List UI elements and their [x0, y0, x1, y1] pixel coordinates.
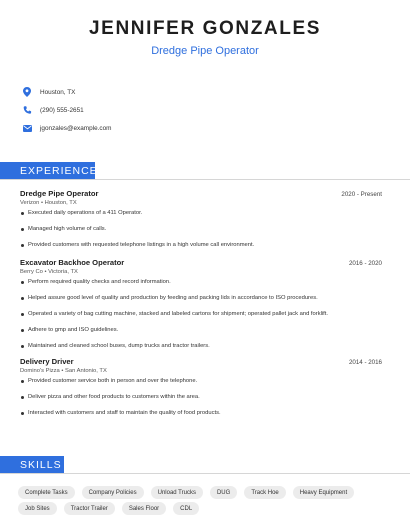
bullet-item: Operated a variety of bag cutting machine, stacked and labeled cartons for shipment; operated pallet jack and forklift. [20, 311, 382, 318]
contact-list [22, 83, 112, 137]
job-bullets [20, 279, 382, 350]
skills-heading: SKILLS [0, 456, 64, 474]
bullet-item: Executed daily operations of a 411 Operator. [20, 210, 382, 217]
job-title: Excavator Backhoe Operator [20, 258, 125, 267]
experience-heading: EXPERIENCE [0, 162, 95, 180]
skill-chip: DUG [210, 486, 237, 499]
contact-email [22, 119, 112, 137]
bullet-item: Interacted with customers and staff to maintain the quality of food products. [20, 410, 382, 417]
job-bullets [20, 210, 382, 249]
email-text[interactable]: jgonzales@example.com [40, 124, 112, 132]
skills-list [18, 486, 393, 518]
bullet-item: Helped assure good level of quality and production by feeding and packing lids in accordance to ISO procedures. [20, 295, 382, 302]
phone-icon [22, 105, 32, 115]
bullet-item: Provided customers with requested telephone listings in a high volume call environment. [20, 242, 382, 249]
job-company: Berry Co • Victoria, TX [20, 269, 78, 275]
job-company: Verizon • Houston, TX [20, 200, 77, 206]
job-title: Delivery Driver [20, 357, 74, 366]
experience-divider [0, 179, 410, 180]
skill-chip: Unload Trucks [151, 486, 203, 499]
skills-divider [0, 473, 410, 474]
skill-chip: CDL [173, 502, 199, 515]
skill-chip: Job Sites [18, 502, 57, 515]
resume-header [0, 18, 410, 58]
job-dates: 2014 - 2016 [348, 359, 382, 366]
envelope-icon [22, 123, 32, 133]
job-entry [20, 258, 382, 350]
job-dates: 2020 - Present [341, 191, 382, 198]
skill-chip: Track Hoe [244, 486, 285, 499]
contact-location [22, 83, 112, 101]
bullet-item: Provided customer service both in person and over the telephone. [20, 378, 382, 385]
contact-phone [22, 101, 112, 119]
bullet-item: Adhere to gmp and ISO guidelines. [20, 327, 382, 334]
job-entry [20, 189, 382, 249]
map-pin-icon [22, 87, 32, 97]
job-dates: 2016 - 2020 [348, 260, 382, 267]
skill-chip: Company Policies [82, 486, 144, 499]
skill-chip: Complete Tasks [18, 486, 75, 499]
skill-chip: Sales Floor [122, 502, 166, 515]
phone-text: (290) 555-2651 [40, 106, 84, 114]
job-company: Domino's Pizza • San Antonio, TX [20, 368, 107, 374]
bullet-item: Maintained and cleaned school buses, dump trucks and tractor trailers. [20, 343, 382, 350]
candidate-title: Dredge Pipe Operator [151, 45, 259, 57]
bullet-item: Managed high volume of calls. [20, 226, 382, 233]
location-text: Houston, TX [40, 88, 76, 96]
candidate-name: JENNIFER GONZALES [89, 18, 321, 39]
job-bullets [20, 378, 382, 417]
bullet-item: Perform required quality checks and record information. [20, 279, 382, 286]
job-title: Dredge Pipe Operator [20, 189, 99, 198]
job-entry [20, 357, 382, 417]
skill-chip: Heavy Equipment [293, 486, 354, 499]
bullet-item: Deliver pizza and other food products to customers within the area. [20, 394, 382, 401]
skill-chip: Tractor Trailer [64, 502, 115, 515]
